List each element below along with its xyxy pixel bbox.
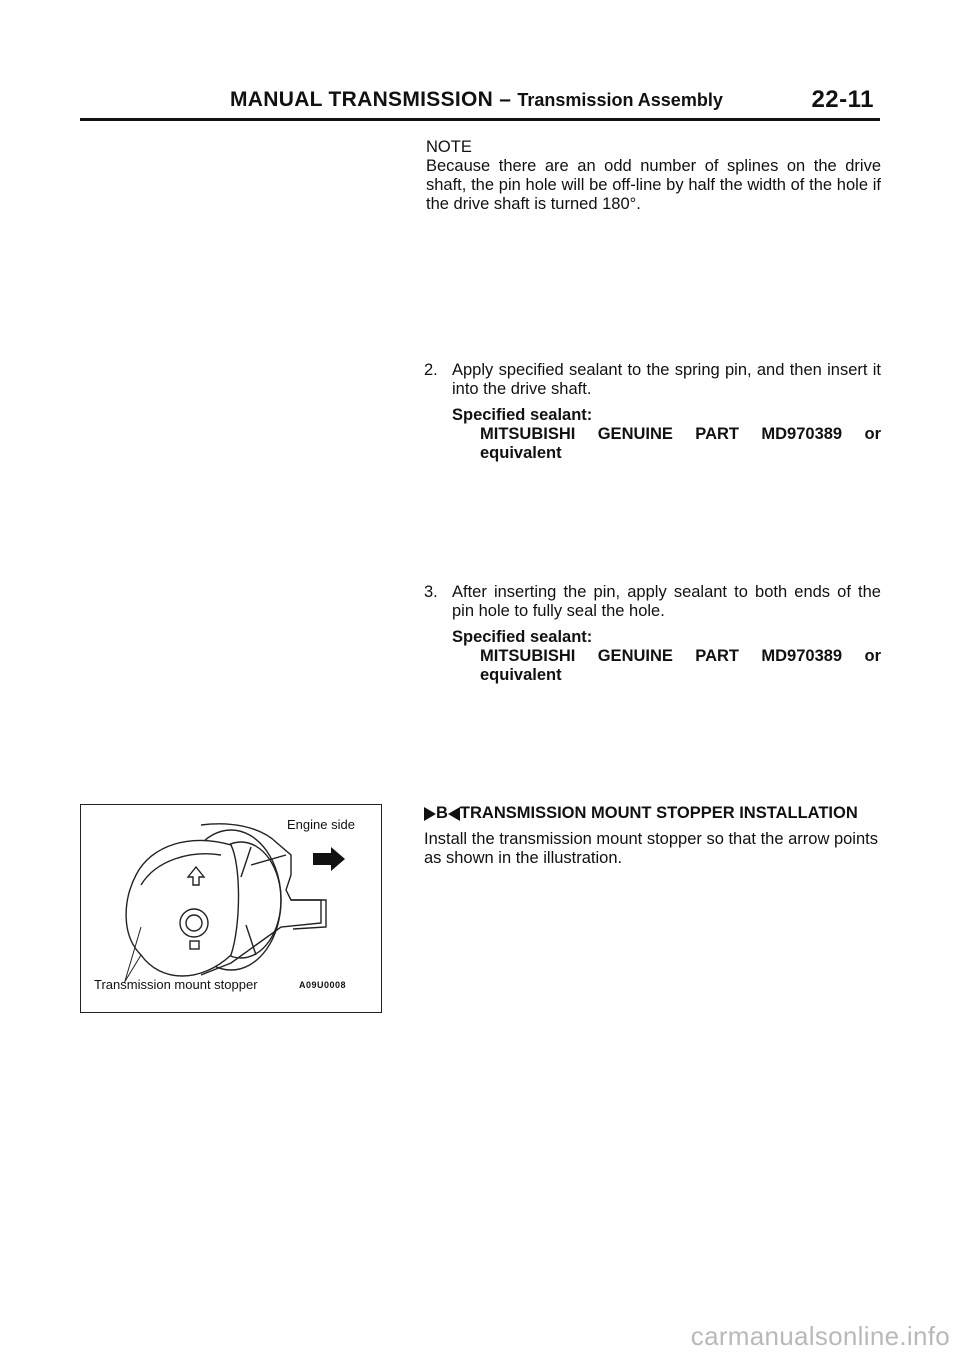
section-marker: B bbox=[436, 804, 448, 822]
page-header bbox=[80, 84, 880, 120]
spec-line: equivalent bbox=[480, 444, 562, 462]
spec-label: Specified sealant: bbox=[452, 628, 593, 646]
engine-side-label: Engine side bbox=[287, 817, 355, 832]
arrow-right-icon bbox=[313, 847, 345, 871]
figure-code: A09U0008 bbox=[299, 980, 347, 990]
triangle-left-icon bbox=[448, 807, 460, 821]
step-2 bbox=[424, 361, 881, 463]
page-number: 22-11 bbox=[811, 86, 874, 113]
header-subtitle: Transmission Assembly bbox=[517, 90, 723, 110]
step-number: 2. bbox=[424, 361, 438, 379]
spec-line: MITSUBISHI GENUINE PART MD970389 or bbox=[480, 647, 881, 665]
note-block bbox=[426, 138, 881, 214]
spec-label: Specified sealant: bbox=[452, 406, 593, 424]
spec-line: MITSUBISHI GENUINE PART MD970389 or bbox=[480, 425, 881, 443]
watermark: carmanualsonline.info bbox=[690, 1321, 950, 1351]
figure-caption: Transmission mount stopper bbox=[94, 977, 258, 992]
step-text: After inserting the pin, apply sealant to both ends of the pin hole to fully seal the hole. bbox=[452, 583, 881, 620]
header-dash: – bbox=[493, 88, 518, 111]
note-label: NOTE bbox=[426, 138, 472, 156]
step-text: Apply specified sealant to the spring pin, and then insert it into the drive shaft. bbox=[452, 361, 881, 398]
triangle-right-icon bbox=[424, 807, 436, 821]
step-3 bbox=[424, 583, 881, 685]
header-title-line bbox=[230, 88, 723, 112]
section-text: Install the transmission mount stopper so that the arrow points as shown in the illustration. bbox=[424, 830, 878, 867]
step-number: 3. bbox=[424, 583, 438, 601]
section-heading bbox=[424, 804, 881, 823]
header-rule bbox=[80, 118, 880, 121]
illustration-figure bbox=[80, 804, 382, 1013]
header-title: MANUAL TRANSMISSION bbox=[230, 88, 494, 111]
spec-line: equivalent bbox=[480, 666, 562, 684]
note-text: Because there are an odd number of splines on the drive shaft, the pin hole will be off-line by half the width of the hole if the drive shaft is turned 180°. bbox=[426, 157, 881, 213]
section-title: TRANSMISSION MOUNT STOPPER INSTALLATION bbox=[459, 804, 858, 822]
